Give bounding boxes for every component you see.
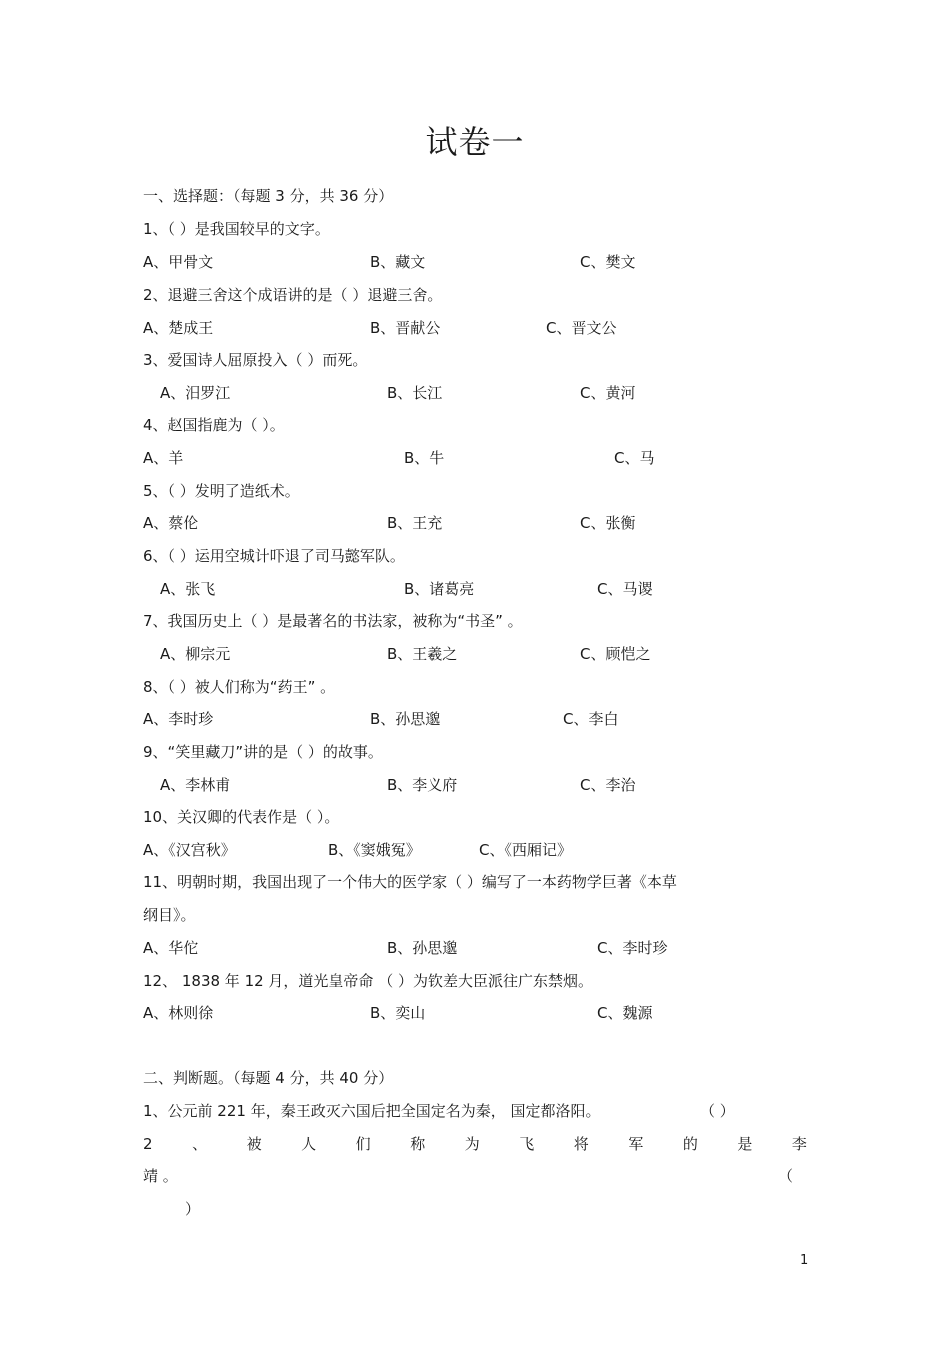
option-c: C、《西厢记》 <box>479 841 572 859</box>
option-c: C、樊文 <box>580 253 636 271</box>
option-a: A、张飞 <box>160 580 216 598</box>
question-stem: 1、（ ）是我国较早的文字。 <box>143 220 330 238</box>
option-a: A、柳宗元 <box>160 645 231 663</box>
char: 的 <box>682 1135 698 1153</box>
answer-blank: （ ） <box>700 1102 735 1120</box>
question-stem: 2、退避三舍这个成语讲的是（ ）退避三舍。 <box>143 286 443 304</box>
option-c: C、黄河 <box>580 384 636 402</box>
question-stem: 8、（ ）被人们称为“药王” 。 <box>143 678 336 696</box>
question-stem: 10、关汉卿的代表作是（ ）。 <box>143 808 340 826</box>
option-b: B、奕山 <box>370 1004 426 1022</box>
option-a: A、李林甫 <box>160 776 231 794</box>
option-a: A、林则徐 <box>143 1004 214 1022</box>
question-stem: 11、明朝时期，我国出现了一个伟大的医学家（ ）编写了一本药物学巨著《本草 <box>143 873 677 891</box>
option-a: A、汨罗江 <box>160 384 231 402</box>
option-b: B、李义府 <box>387 776 458 794</box>
option-b: B、诸葛亮 <box>404 580 475 598</box>
char: 军 <box>628 1135 644 1153</box>
option-b: B、长江 <box>387 384 443 402</box>
option-a: A、《汉宫秋》 <box>143 841 236 859</box>
question-stem: 7、我国历史上（ ）是最著名的书法家，被称为“书圣” 。 <box>143 612 523 630</box>
option-b: B、王羲之 <box>387 645 458 663</box>
option-c: C、魏源 <box>597 1004 653 1022</box>
option-b: B、《窦娥冤》 <box>328 841 421 859</box>
question-stem: 3、爱国诗人屈原投入（ ）而死。 <box>143 351 368 369</box>
option-a: A、华佗 <box>143 939 199 957</box>
option-b: B、王充 <box>387 514 443 532</box>
option-b: B、晋献公 <box>370 319 441 337</box>
char: 为 <box>464 1135 480 1153</box>
answer-paren-open: （ <box>778 1167 794 1185</box>
judgment-question: 1、公元前 221 年，秦王政灭六国后把全国定名为秦， 国定都洛阳。 <box>143 1102 601 1120</box>
option-b: B、藏文 <box>370 253 426 271</box>
option-a: A、李时珍 <box>143 710 214 728</box>
question-stem-continued: 纲目》。 <box>143 906 196 924</box>
char: 们 <box>355 1135 371 1153</box>
option-c: C、张衡 <box>580 514 636 532</box>
char: 是 <box>737 1135 753 1153</box>
char: 2 <box>143 1135 153 1153</box>
char: 称 <box>410 1135 426 1153</box>
section-header: 一、选择题：（每题 3 分，共 36 分） <box>143 187 394 205</box>
char: 、 <box>192 1135 208 1153</box>
option-a: A、羊 <box>143 449 184 467</box>
char: 人 <box>301 1135 317 1153</box>
option-a: A、蔡伦 <box>143 514 199 532</box>
option-c: C、李时珍 <box>597 939 668 957</box>
option-b: B、牛 <box>404 449 445 467</box>
option-b: B、孙思邈 <box>370 710 441 728</box>
section-header: 二、判断题。（每题 4 分，共 40 分） <box>143 1069 394 1087</box>
char: 将 <box>573 1135 589 1153</box>
option-c: C、晋文公 <box>546 319 617 337</box>
option-c: C、顾恺之 <box>580 645 651 663</box>
char: 飞 <box>519 1135 535 1153</box>
answer-paren-close: ） <box>185 1200 201 1218</box>
option-c: C、李治 <box>580 776 636 794</box>
page-number: 1 <box>800 1253 809 1268</box>
question-stem: 5、（ ）发明了造纸术。 <box>143 482 300 500</box>
judgment-question-spread <box>143 1134 807 1154</box>
char: 被 <box>246 1135 262 1153</box>
option-c: C、李白 <box>563 710 619 728</box>
page-title: 试卷一 <box>425 123 525 161</box>
option-c: C、马 <box>614 449 655 467</box>
option-a: A、楚成王 <box>143 319 214 337</box>
judgment-question-continued: 靖 。 <box>143 1167 178 1185</box>
option-c: C、马谡 <box>597 580 653 598</box>
question-stem: 12、 1838 年 12 月，道光皇帝命 （ ）为钦差大臣派往广东禁烟。 <box>143 972 593 990</box>
option-b: B、孙思邈 <box>387 939 458 957</box>
question-stem: 4、赵国指鹿为（ ）。 <box>143 416 285 434</box>
question-stem: 9、“笑里藏刀”讲的是（ ）的故事。 <box>143 743 383 761</box>
question-stem: 6、（ ）运用空城计吓退了司马懿军队。 <box>143 547 405 565</box>
char: 李 <box>791 1135 807 1153</box>
option-a: A、甲骨文 <box>143 253 214 271</box>
